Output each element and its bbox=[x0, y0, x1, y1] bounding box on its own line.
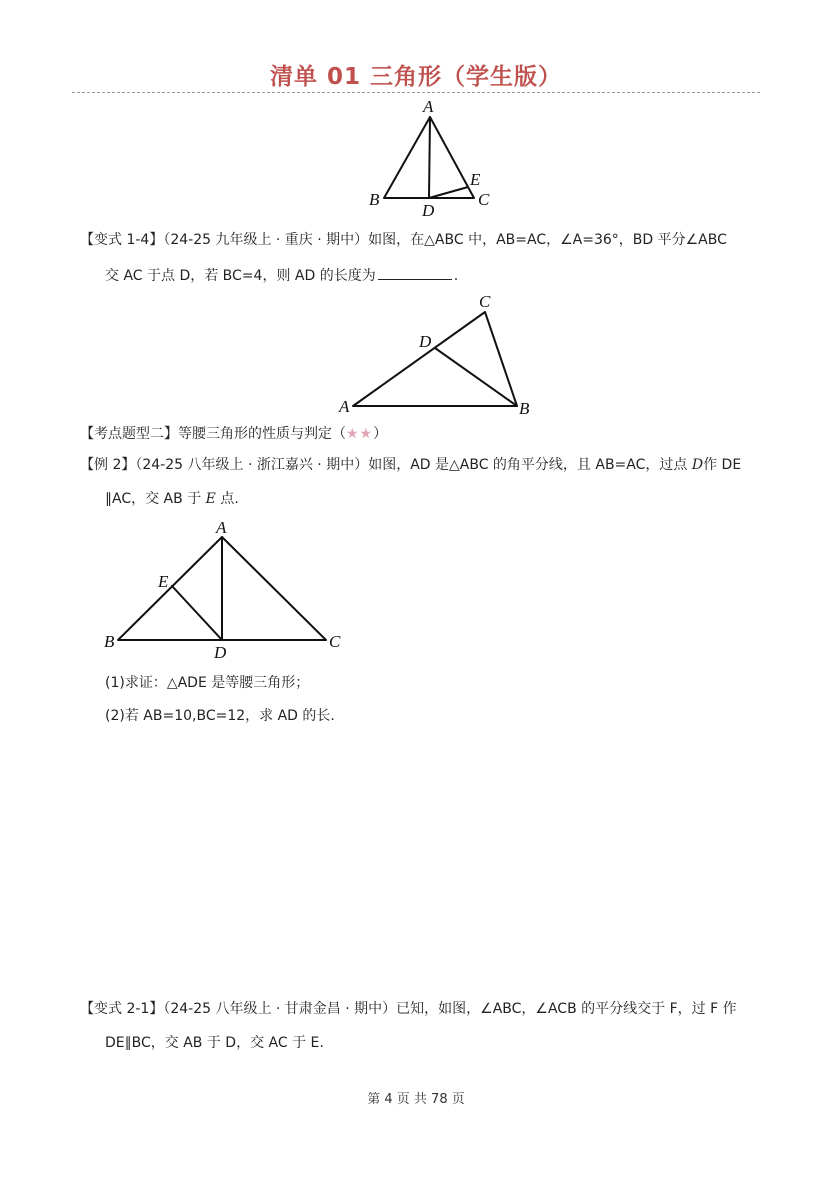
example-2-text1: （24-25 八年级上 · 浙江嘉兴 · 期中）如图，AD 是△ABC 的角平分线，且 AB=AC，过点 bbox=[135, 457, 692, 473]
label-c: C bbox=[329, 632, 341, 651]
label-b: B bbox=[104, 632, 115, 651]
triangle-abc-outline bbox=[353, 312, 517, 406]
variant-1-4-line2 bbox=[105, 265, 458, 286]
example-2-text2-end: 点. bbox=[215, 491, 239, 507]
label-c: C bbox=[478, 190, 490, 209]
variant-1-4-tag: 【变式 1-4】 bbox=[80, 232, 164, 248]
segment-ad bbox=[429, 117, 430, 198]
example-2-line1 bbox=[80, 455, 741, 475]
label-a: A bbox=[216, 518, 227, 537]
segment-bd bbox=[435, 348, 517, 406]
label-a: A bbox=[339, 397, 350, 416]
variant-2-1-line1 bbox=[80, 999, 737, 1019]
label-d: D bbox=[422, 201, 435, 220]
answer-blank[interactable] bbox=[378, 265, 452, 280]
example-2-text2: ∥AC，交 AB 于 bbox=[105, 491, 206, 507]
variant-2-1-tag: 【变式 2-1】 bbox=[80, 1001, 164, 1017]
example-2-text1-end: 作 DE bbox=[703, 457, 742, 473]
figure-triangle-abc-1 bbox=[360, 95, 510, 220]
page-title: 清单 01 三角形（学生版） bbox=[269, 64, 563, 90]
example-2-var-e: E bbox=[205, 491, 216, 507]
header-divider bbox=[72, 92, 760, 93]
variant-1-4-period: . bbox=[453, 268, 459, 284]
figure-triangle-abc-2 bbox=[335, 288, 545, 423]
question-2: (2)若 AB=10,BC=12，求 AD 的长. bbox=[105, 708, 335, 724]
label-d: D bbox=[419, 332, 432, 351]
variant-1-4-line1 bbox=[80, 230, 727, 250]
label-a: A bbox=[423, 97, 434, 116]
example-2-line2 bbox=[105, 489, 239, 509]
segment-de bbox=[172, 586, 222, 640]
variant-2-1-text1: （24-25 八年级上 · 甘肃金昌 · 期中）已知，如图，∠ABC，∠ACB 的平分线交于 F，过 F 作 bbox=[163, 1001, 737, 1017]
difficulty-stars: ★★ bbox=[346, 426, 374, 442]
figure-triangle-abc-3 bbox=[100, 515, 355, 663]
variant-1-4-text2: 交 AC 于点 D，若 BC=4，则 AD 的长度为 bbox=[105, 268, 376, 284]
page-number: 第 4 页 共 78 页 bbox=[367, 1092, 465, 1107]
question-1: (1)求证：△ADE 是等腰三角形； bbox=[105, 675, 310, 691]
section-heading-2 bbox=[80, 424, 387, 444]
label-b: B bbox=[369, 190, 380, 209]
segment-de bbox=[429, 187, 468, 198]
label-b: B bbox=[519, 399, 530, 418]
label-d: D bbox=[214, 643, 227, 662]
example-2-var-d: D bbox=[691, 457, 704, 473]
variant-2-1-line2: DE∥BC，交 AB 于 D，交 AC 于 E. bbox=[105, 1035, 324, 1051]
section-heading-text: 【考点题型二】等腰三角形的性质与判定（ bbox=[80, 426, 346, 442]
variant-1-4-text1: （24-25 九年级上 · 重庆 · 期中）如图，在△ABC 中，AB=AC，∠A=36°，BD 平分∠ABC bbox=[163, 232, 727, 248]
section-heading-close: ） bbox=[373, 426, 388, 442]
example-2-tag: 【例 2】 bbox=[80, 457, 136, 473]
label-c: C bbox=[479, 292, 491, 311]
label-e: E bbox=[158, 572, 169, 591]
label-e: E bbox=[470, 170, 481, 189]
